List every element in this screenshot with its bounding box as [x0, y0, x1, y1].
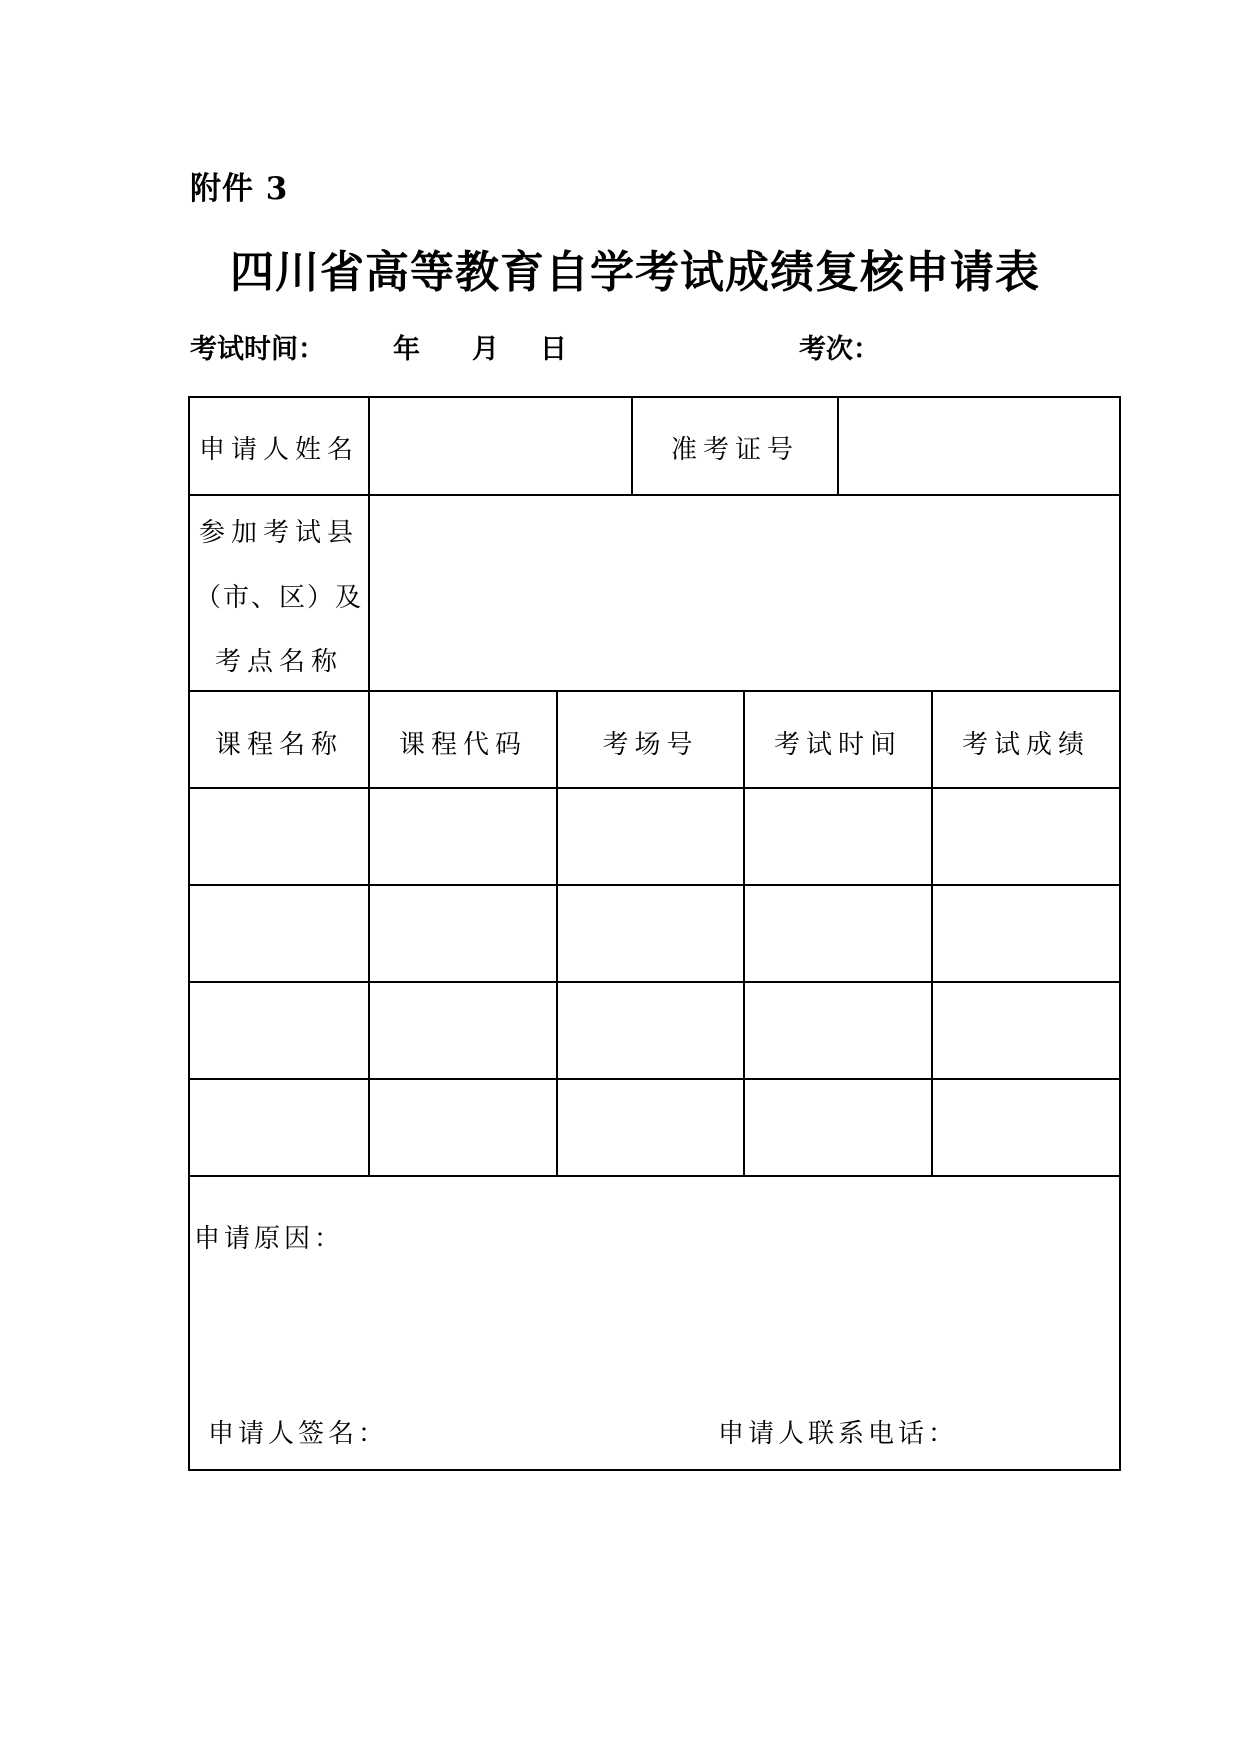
- table-border-right: [1119, 396, 1121, 1471]
- table-cell[interactable]: [745, 789, 931, 884]
- exam-location-label-line-1: 参加考试县: [198, 518, 359, 548]
- table-cell[interactable]: [933, 983, 1119, 1078]
- table-cell[interactable]: [190, 789, 368, 884]
- table-cell[interactable]: [190, 886, 368, 981]
- exam-score-header: 考试成绩: [961, 730, 1090, 760]
- course-name-header: 课程名称: [214, 730, 343, 760]
- table-cell[interactable]: [558, 983, 743, 1078]
- table-cell[interactable]: [370, 789, 556, 884]
- table-rule: [188, 690, 1121, 692]
- table-cell[interactable]: [933, 1080, 1119, 1175]
- table-cell[interactable]: [558, 789, 743, 884]
- day-label: 日: [540, 334, 567, 365]
- table-cell[interactable]: [370, 1080, 556, 1175]
- month-label: 月: [472, 334, 499, 365]
- table-cell[interactable]: [558, 1080, 743, 1175]
- exam-time-label: 考试时间：: [190, 334, 325, 365]
- exam-location-field[interactable]: [370, 496, 1119, 690]
- admission-number-label: 准考证号: [670, 435, 799, 465]
- signature-label: 申请人签名：: [208, 1419, 389, 1449]
- page-title: 四川省高等教育自学考试成绩复核申请表: [230, 247, 1040, 298]
- year-label: 年: [393, 334, 420, 365]
- table-cell[interactable]: [745, 886, 931, 981]
- exam-time-header: 考试时间: [773, 730, 902, 760]
- table-cell[interactable]: [745, 983, 931, 1078]
- exam-session-label: 考次：: [799, 334, 880, 365]
- table-cell[interactable]: [190, 1080, 368, 1175]
- table-cell[interactable]: [933, 886, 1119, 981]
- reason-label: 申请原因：: [194, 1224, 345, 1254]
- table-cell[interactable]: [190, 983, 368, 1078]
- table-cell[interactable]: [933, 789, 1119, 884]
- table-cell[interactable]: [745, 1080, 931, 1175]
- phone-label: 申请人联系电话：: [718, 1419, 959, 1449]
- table-cell[interactable]: [558, 886, 743, 981]
- table-cell[interactable]: [370, 886, 556, 981]
- course-code-header: 课程代码: [398, 730, 527, 760]
- exam-location-label-line-3: 考点名称: [214, 647, 343, 677]
- applicant-name-field[interactable]: [370, 398, 631, 494]
- exam-room-header: 考场号: [602, 730, 699, 760]
- table-border-bottom: [188, 1469, 1121, 1471]
- table-cell[interactable]: [370, 983, 556, 1078]
- admission-number-field[interactable]: [839, 398, 1119, 494]
- attachment-label: 附件 3: [190, 171, 289, 207]
- exam-location-label-line-2: （市、区）及: [194, 583, 363, 613]
- applicant-name-label: 申请人姓名: [198, 435, 359, 465]
